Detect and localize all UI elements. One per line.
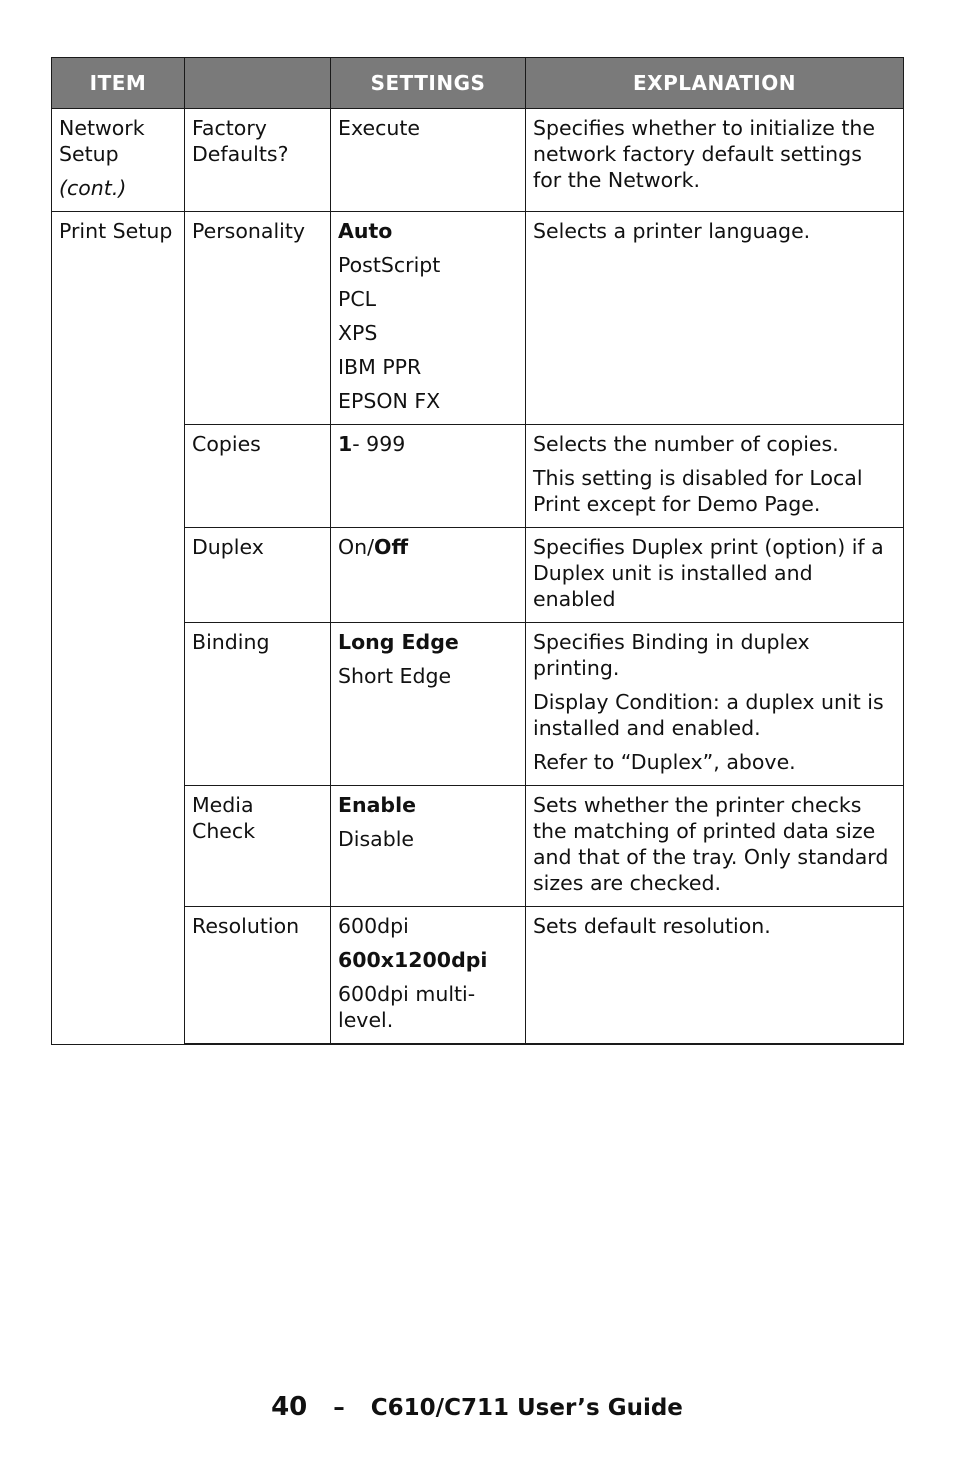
footer-separator: –: [333, 1395, 345, 1421]
setting-option: EPSON FX: [338, 389, 441, 413]
setting-cell: [331, 425, 526, 528]
guide-title: C610/C711 User’s Guide: [370, 1395, 683, 1421]
name-cell: Resolution: [185, 907, 331, 1045]
setting-default: 600x1200dpi: [338, 948, 488, 972]
name-cell: Duplex: [185, 528, 331, 623]
setting-option: On/: [338, 535, 375, 559]
item-cell: [52, 212, 185, 1045]
setting-cell: Execute: [331, 109, 526, 212]
name-cell: Copies: [185, 425, 331, 528]
explanation-cell: [526, 425, 904, 528]
setting-cell: [331, 212, 526, 425]
item-note: (cont.): [59, 176, 127, 200]
name-cell: Media Check: [185, 786, 331, 907]
table-row: [52, 212, 904, 425]
setting-option: XPS: [338, 321, 378, 345]
setting-option: IBM PPR: [338, 355, 422, 379]
item-label: Print Setup: [59, 219, 173, 243]
setting-option: Disable: [338, 827, 415, 851]
table-header-row: [52, 58, 904, 109]
explanation-cell: Selects a printer language.: [526, 212, 904, 425]
page-number: 40: [271, 1392, 308, 1422]
explanation-text: This setting is disabled for Local Print except for Demo Page.: [533, 466, 863, 516]
setting-cell: [331, 623, 526, 786]
setting-option: 600dpi multi-level.: [338, 982, 476, 1032]
name-cell: Personality: [185, 212, 331, 425]
explanation-cell: Sets default resolution.: [526, 907, 904, 1045]
explanation-cell: Specifies Duplex print (option) if a Duplex unit is installed and enabled: [526, 528, 904, 623]
settings-table: [51, 57, 904, 1045]
table-row: [52, 109, 904, 212]
setting-option: PostScript: [338, 253, 441, 277]
setting-option: 600dpi: [338, 914, 409, 938]
name-cell: Binding: [185, 623, 331, 786]
explanation-text: Refer to “Duplex”, above.: [533, 750, 796, 774]
page-footer: [0, 1392, 954, 1422]
explanation-cell: [526, 623, 904, 786]
setting-default: Long Edge: [338, 630, 459, 654]
setting-cell: [331, 786, 526, 907]
explanation-text: Specifies Binding in duplex printing.: [533, 630, 810, 680]
explanation-text: Display Condition: a duplex unit is installed and enabled.: [533, 690, 884, 740]
setting-option: Short Edge: [338, 664, 452, 688]
explanation-text: Selects the number of copies.: [533, 432, 839, 456]
explanation-cell: Sets whether the printer checks the matching of printed data size and that of the tray. Only standard sizes are checked.: [526, 786, 904, 907]
setting-default: Enable: [338, 793, 417, 817]
setting-default: Off: [374, 535, 409, 559]
header-explanation: EXPLANATION: [526, 58, 904, 109]
setting-cell: [331, 528, 526, 623]
item-label: Network Setup: [59, 116, 145, 166]
setting-default: Auto: [338, 219, 393, 243]
setting-default: 1: [338, 432, 353, 456]
header-item: ITEM: [52, 58, 185, 109]
name-cell: Factory Defaults?: [185, 109, 331, 212]
setting-option: PCL: [338, 287, 377, 311]
explanation-cell: Specifies whether to initialize the network factory default settings for the Network.: [526, 109, 904, 212]
setting-option: - 999: [352, 432, 406, 456]
header-blank: [185, 58, 331, 109]
header-settings: SETTINGS: [331, 58, 526, 109]
setting-cell: [331, 907, 526, 1045]
item-cell: [52, 109, 185, 212]
